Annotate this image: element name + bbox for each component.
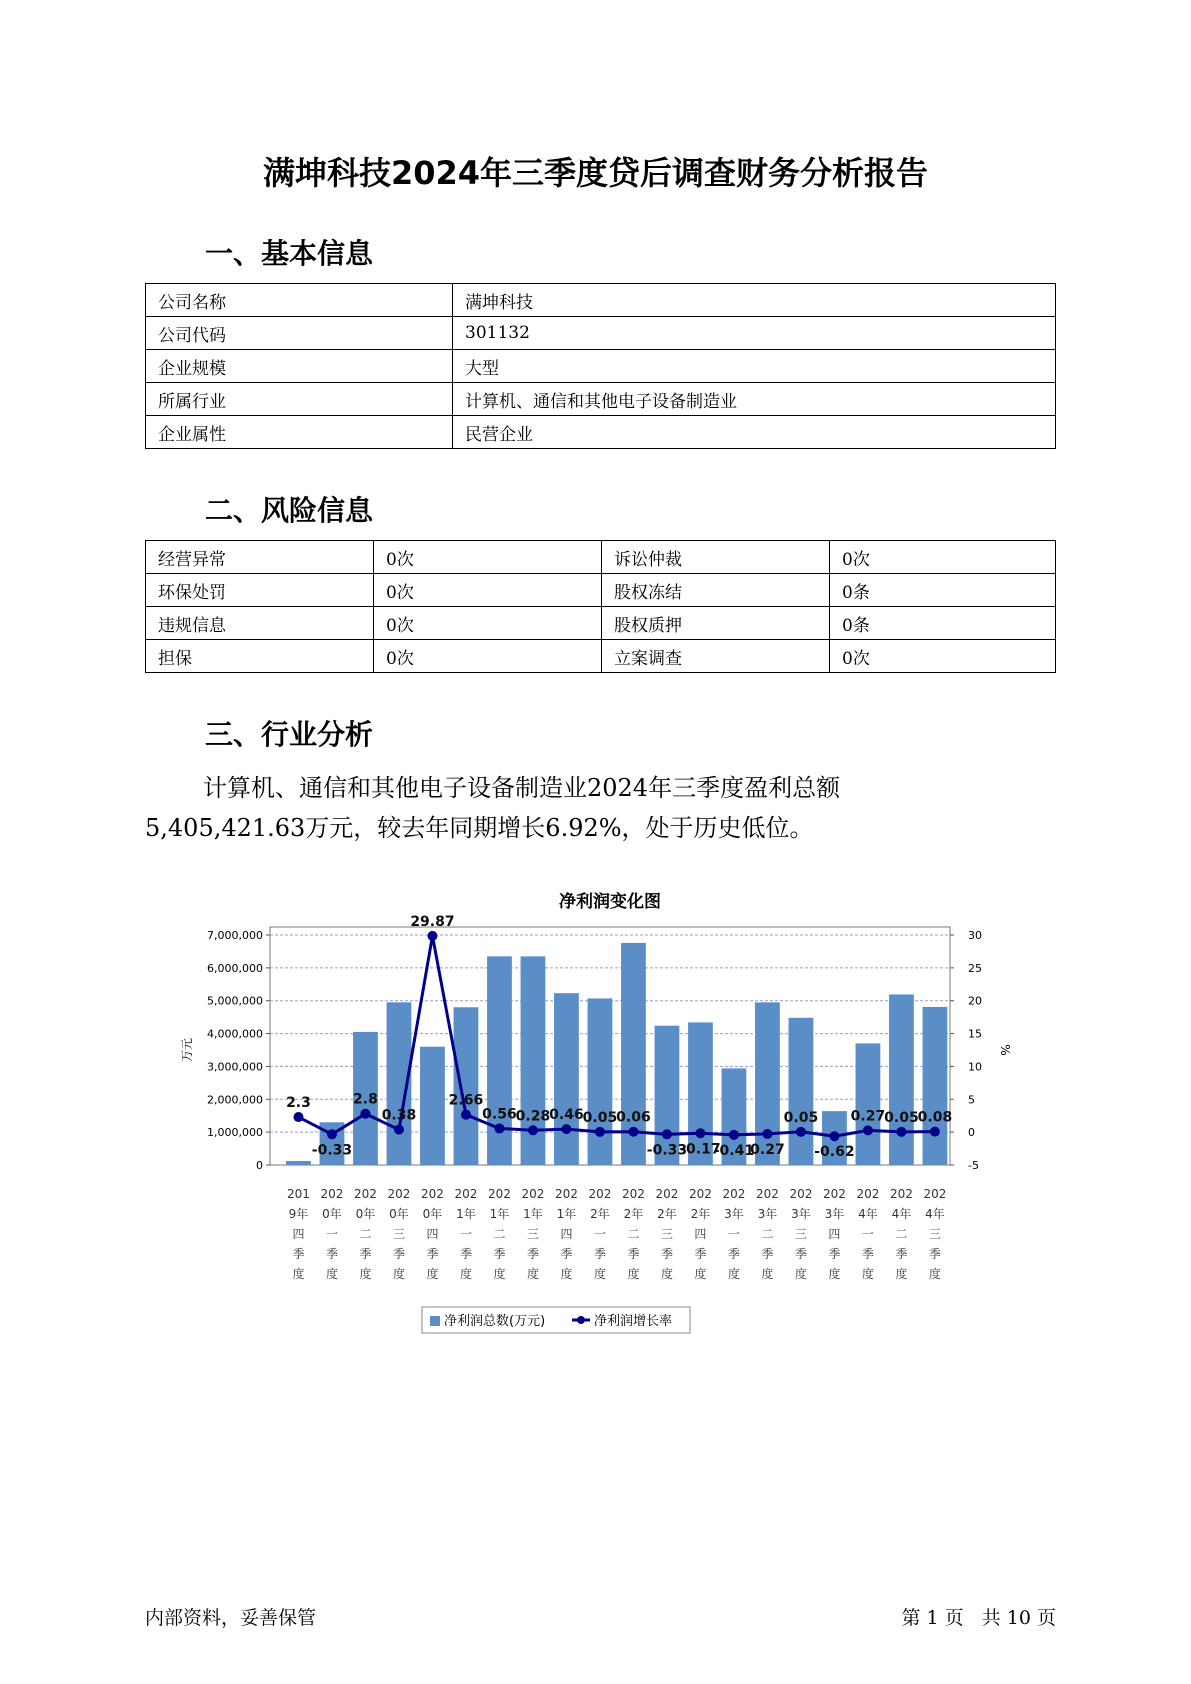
bar xyxy=(286,1161,311,1165)
basic-info-table xyxy=(145,283,1056,449)
legend-bar-label: 净利润总数(万元) xyxy=(444,1314,546,1329)
growth-rate-point xyxy=(896,1127,906,1137)
table-cell-label: 股权质押 xyxy=(602,607,830,640)
growth-rate-data-label: 0.56 xyxy=(482,1106,517,1123)
y2-axis-tick-label: 20 xyxy=(968,994,982,1008)
table-cell-label: 经营异常 xyxy=(146,541,374,574)
report-title: 满坤科技2024年三季度贷后调查财务分析报告 xyxy=(262,154,929,192)
growth-rate-data-label: 0.46 xyxy=(549,1107,584,1124)
growth-rate-data-label: 2.66 xyxy=(448,1092,484,1109)
growth-rate-data-label: 29.87 xyxy=(410,913,455,930)
paragraph-line: 计算机、通信和其他电子设备制造业2024年三季度盈利总额 xyxy=(203,774,841,802)
growth-rate-data-label: 0.05 xyxy=(884,1109,919,1126)
table-cell-label: 公司代码 xyxy=(146,317,453,350)
x-axis-tick-label: 202 4年二季度 xyxy=(889,1187,913,1281)
x-axis-tick-label: 202 1年二季度 xyxy=(488,1187,511,1281)
growth-rate-data-label: 0.27 xyxy=(750,1141,785,1158)
table-cell-value: 0条 xyxy=(830,574,1056,607)
table-cell-value: 满坤科技 xyxy=(453,284,1056,317)
x-axis-tick-label: 202 1年一季度 xyxy=(454,1187,478,1281)
y2-axis-tick-label: -5 xyxy=(968,1159,979,1172)
footer-page-number: 第 1 页 共 10 页 xyxy=(901,1607,1056,1629)
growth-rate-point xyxy=(427,931,437,941)
table-cell-label: 违规信息 xyxy=(146,607,374,640)
y2-axis-tick-label: 25 xyxy=(968,961,982,975)
table-row xyxy=(146,350,1056,383)
table-cell-label: 环保处罚 xyxy=(146,574,374,607)
table-cell-label: 诉讼仲裁 xyxy=(602,541,830,574)
legend-line-marker xyxy=(577,1316,585,1324)
bar xyxy=(454,1007,479,1165)
x-axis-tick-label: 202 0年四季度 xyxy=(421,1187,444,1281)
table-cell-value: 0次 xyxy=(374,574,602,607)
table-cell-label: 担保 xyxy=(146,640,374,673)
y-axis-tick-label: 3,000,000 xyxy=(207,1060,263,1074)
x-axis-tick-label: 202 4年三季度 xyxy=(923,1187,947,1281)
industry-analysis-paragraph xyxy=(145,768,1056,848)
x-axis-tick-label: 202 2年三季度 xyxy=(655,1187,679,1281)
growth-rate-point xyxy=(528,1125,538,1135)
y-axis-tick-label: 5,000,000 xyxy=(207,994,263,1008)
growth-rate-point xyxy=(561,1124,571,1134)
y-axis-tick-label: 2,000,000 xyxy=(207,1093,263,1107)
x-axis-tick-label: 202 3年四季度 xyxy=(822,1187,846,1281)
table-cell-value: 0次 xyxy=(374,640,602,673)
growth-rate-data-label: 0.06 xyxy=(616,1109,651,1126)
y2-axis-tick-label: 15 xyxy=(968,1027,982,1041)
table-row xyxy=(146,607,1056,640)
growth-rate-point xyxy=(796,1127,806,1137)
y2-axis-tick-label: 0 xyxy=(968,1126,975,1140)
x-axis-tick-label: 202 0年三季度 xyxy=(387,1187,411,1281)
y2-axis-tick-label: 5 xyxy=(968,1093,975,1107)
legend-line-label: 净利润增长率 xyxy=(594,1314,673,1329)
table-cell-label: 企业规模 xyxy=(146,350,453,383)
growth-rate-point xyxy=(595,1127,605,1137)
table-row xyxy=(146,574,1056,607)
x-axis-tick-label: 202 2年一季度 xyxy=(588,1187,612,1281)
bar xyxy=(856,1043,881,1165)
growth-rate-point xyxy=(930,1127,940,1137)
table-cell-value: 0条 xyxy=(830,607,1056,640)
y-axis-tick-label: 4,000,000 xyxy=(207,1027,263,1041)
bar xyxy=(420,1047,445,1165)
x-axis-tick-label: 202 0年一季度 xyxy=(320,1187,344,1281)
table-row xyxy=(146,640,1056,673)
paragraph-line: 5,405,421.63万元，较去年同期增长6.92%，处于历史低位。 xyxy=(145,814,814,842)
table-cell-value: 0次 xyxy=(830,541,1056,574)
net-profit-chart xyxy=(175,885,1015,1345)
bar xyxy=(755,1002,780,1165)
y-axis-tick-label: 6,000,000 xyxy=(207,961,263,975)
legend-bar-swatch xyxy=(430,1316,440,1326)
table-cell-label: 企业属性 xyxy=(146,416,453,449)
x-axis-tick-label: 202 2年四季度 xyxy=(688,1187,712,1281)
growth-rate-point xyxy=(695,1128,705,1138)
x-axis-tick-label: 202 3年二季度 xyxy=(755,1187,779,1281)
y2-axis-tick-label: 10 xyxy=(968,1060,982,1074)
x-axis-tick-label: 202 1年四季度 xyxy=(555,1187,578,1281)
table-cell-value: 0次 xyxy=(830,640,1056,673)
table-cell-value: 计算机、通信和其他电子设备制造业 xyxy=(453,383,1056,416)
bar xyxy=(554,993,579,1165)
growth-rate-data-label: 2.3 xyxy=(286,1095,311,1112)
x-axis-tick-label: 202 4年一季度 xyxy=(856,1187,880,1281)
risk-info-table xyxy=(145,540,1056,673)
growth-rate-data-label: -0.33 xyxy=(646,1142,688,1159)
growth-rate-point xyxy=(762,1129,772,1139)
y-axis-tick-label: 7,000,000 xyxy=(207,929,263,942)
growth-rate-data-label: -0.33 xyxy=(311,1142,353,1159)
growth-rate-data-label: 0.38 xyxy=(381,1107,417,1124)
growth-rate-point xyxy=(327,1129,337,1139)
growth-rate-data-label: 2.8 xyxy=(353,1091,378,1108)
table-row xyxy=(146,284,1056,317)
x-axis-tick-label: 202 3年一季度 xyxy=(722,1187,746,1281)
net-profit-chart-svg xyxy=(175,885,1015,1345)
growth-rate-point xyxy=(628,1127,638,1137)
x-axis-tick-label: 202 0年二季度 xyxy=(354,1187,377,1281)
x-axis-tick-label: 202 3年三季度 xyxy=(789,1187,813,1281)
growth-rate-data-label: -0.17 xyxy=(680,1141,721,1158)
table-cell-label: 公司名称 xyxy=(146,284,453,317)
growth-rate-data-label: -0.62 xyxy=(814,1144,855,1161)
x-axis-tick-label: 202 2年二季度 xyxy=(621,1187,645,1281)
growth-rate-data-label: -0.41 xyxy=(713,1142,755,1159)
bar xyxy=(923,1007,948,1165)
table-row xyxy=(146,317,1056,350)
bar xyxy=(889,994,914,1165)
growth-rate-point xyxy=(829,1131,839,1141)
growth-rate-point xyxy=(461,1110,471,1120)
table-cell-label: 立案调查 xyxy=(602,640,830,673)
growth-rate-point xyxy=(863,1125,873,1135)
growth-rate-data-label: 0.08 xyxy=(917,1109,953,1126)
growth-rate-data-label: 0.27 xyxy=(850,1108,886,1125)
table-row xyxy=(146,383,1056,416)
table-cell-label: 所属行业 xyxy=(146,383,453,416)
section-heading-industry-analysis: 三、行业分析 xyxy=(205,718,374,751)
growth-rate-point xyxy=(662,1129,672,1139)
growth-rate-data-label: 0.05 xyxy=(582,1109,618,1126)
section-heading-risk-info: 二、风险信息 xyxy=(205,494,374,527)
table-cell-value: 0次 xyxy=(374,541,602,574)
x-axis-tick-label: 202 1年三季度 xyxy=(521,1187,545,1281)
table-cell-value: 大型 xyxy=(453,350,1056,383)
y-axis-label: 万元 xyxy=(180,1037,194,1063)
growth-rate-point xyxy=(494,1123,504,1133)
chart-title: 净利润变化图 xyxy=(559,892,661,912)
y-axis-tick-label: 1,000,000 xyxy=(207,1126,263,1140)
table-row xyxy=(146,416,1056,449)
bar xyxy=(789,1018,814,1165)
table-cell-value: 民营企业 xyxy=(453,416,1056,449)
footer-confidential-note: 内部资料，妥善保管 xyxy=(145,1607,317,1629)
section-heading-basic-info: 一、基本信息 xyxy=(205,237,374,270)
growth-rate-point xyxy=(293,1112,303,1122)
table-cell-label: 股权冻结 xyxy=(602,574,830,607)
growth-rate-point xyxy=(360,1109,370,1119)
bar xyxy=(588,998,613,1165)
table-row xyxy=(146,541,1056,574)
bar xyxy=(487,956,512,1165)
growth-rate-point xyxy=(729,1130,739,1140)
table-cell-value: 301132 xyxy=(453,317,1056,350)
table-cell-value: 0次 xyxy=(374,607,602,640)
growth-rate-data-label: 0.05 xyxy=(783,1109,819,1126)
y2-axis-label: % xyxy=(998,1044,1012,1056)
x-axis-tick-label: 201 9年四季度 xyxy=(287,1187,310,1281)
growth-rate-data-label: 0.28 xyxy=(515,1108,551,1125)
y-axis-tick-label: 0 xyxy=(256,1159,263,1172)
y2-axis-tick-label: 30 xyxy=(968,929,982,942)
growth-rate-point xyxy=(394,1125,404,1135)
